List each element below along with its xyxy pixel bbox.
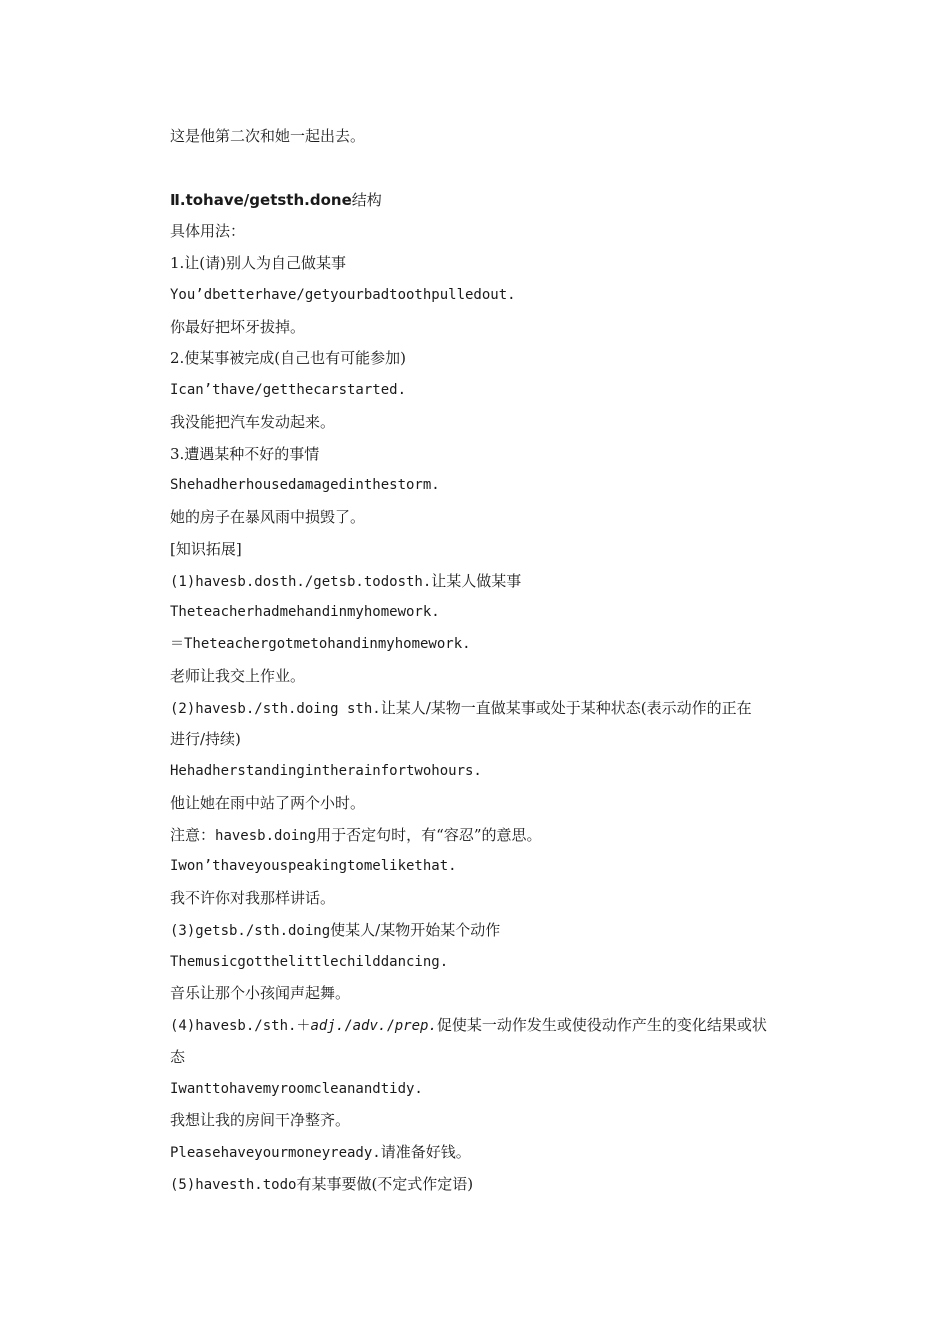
text-line: 这是他第二次和她一起出去。 (170, 127, 366, 145)
extension-item-3 (170, 915, 820, 947)
extension-item-2 (170, 693, 820, 725)
structure-prep: prep. (394, 1018, 437, 1034)
extension-item-5 (170, 1169, 820, 1201)
extension-item-4 (170, 1010, 820, 1042)
translation-line: 你最好把坏牙拔掉。 (170, 317, 306, 336)
example-sentence: Pleasehaveyourmoneyready. (170, 1145, 381, 1161)
note-text: 用于否定句时，有“容忍”的意思。 (316, 825, 542, 844)
structure-meaning: 让某人做某事 (431, 571, 522, 590)
knowledge-extension-heading: [知识拓展] (170, 539, 242, 558)
section-heading-structure: Ⅱ.tohave/getsth.done (170, 190, 352, 209)
structure-adv: adv. (352, 1018, 387, 1034)
translation-inline: 请准备好钱。 (380, 1143, 471, 1161)
usage-item-1: 1.让(请)别人为自己做某事 (170, 254, 347, 272)
usage-item-3: 3.遭遇某种不好的事情 (170, 444, 320, 463)
translation-line: 我没能把汽车发动起来。 (170, 412, 336, 431)
translation-line: 老师让我交上作业。 (170, 666, 306, 685)
example-sentence: You’dbetterhave/getyourbadtoothpulledout. (170, 286, 516, 303)
blank-line (170, 153, 820, 185)
structure-meaning: 让某人/某物一直做某事或处于某种状态(表示动作的正在 (380, 698, 752, 717)
extension-item-1 (170, 566, 820, 598)
translation-line: 他让她在雨中站了两个小时。 (170, 793, 366, 812)
example-sentence: Ican’thave/getthecarstarted. (170, 382, 407, 398)
translation-line: 我想让我的房间干净整齐。 (170, 1111, 351, 1130)
text-line: 具体用法： (170, 222, 246, 241)
translation-line: 我不许你对我那样讲话。 (170, 889, 336, 907)
text-line-continuation: 态 (170, 1047, 186, 1066)
structure-meaning: 使某人/某物开始某个动作 (330, 920, 501, 939)
structure-pattern: (3)getsb./sth.doing (170, 922, 331, 939)
structure-meaning: 促使某一动作发生或使役动作产生的变化结果或状 (436, 1016, 767, 1034)
translation-line: 她的房子在暴风雨中损毁了。 (170, 508, 366, 526)
structure-pattern: (5)havesth.todo (170, 1176, 297, 1193)
translation-line: 音乐让那个小孩闻声起舞。 (170, 984, 351, 1003)
example-with-translation (170, 1137, 820, 1169)
section-heading (170, 185, 820, 217)
example-sentence: Iwon’thaveyouspeakingtomelikethat. (170, 858, 457, 875)
structure-adj: adj. (310, 1018, 345, 1034)
usage-item-2: 2.使某事被完成(自己也有可能参加) (170, 349, 407, 368)
note-label: 注意： (170, 825, 216, 844)
example-sentence: Shehadherhousedamagedinthestorm. (170, 477, 440, 494)
document-body (170, 121, 820, 1201)
example-sentence: ＝Theteachergotmetohandinmyhomework. (170, 636, 471, 652)
structure-meaning: 有某事要做(不定式作定语) (296, 1174, 474, 1193)
text-line-continuation: 进行/持续) (170, 730, 241, 749)
structure-pattern: (4)havesb./sth.＋ (170, 1018, 311, 1034)
structure-slash: / (386, 1018, 395, 1034)
example-sentence: Hehadherstandingintherainfortwohours. (170, 763, 482, 779)
structure-pattern: (2)havesb./sth.doing sth. (170, 700, 381, 717)
example-sentence: Theteacherhadmehandinmyhomework. (170, 604, 440, 621)
structure-pattern: (1)havesb.dosth./getsb.todosth. (170, 573, 432, 590)
note-pattern: havesb.doing (215, 827, 317, 844)
example-sentence: Iwanttohavemyroomcleanandtidy. (170, 1080, 423, 1097)
note-line (170, 820, 820, 852)
example-sentence: Themusicgotthelittlechilddancing. (170, 953, 449, 970)
section-heading-suffix: 结构 (351, 190, 382, 209)
structure-slash: / (344, 1018, 353, 1034)
